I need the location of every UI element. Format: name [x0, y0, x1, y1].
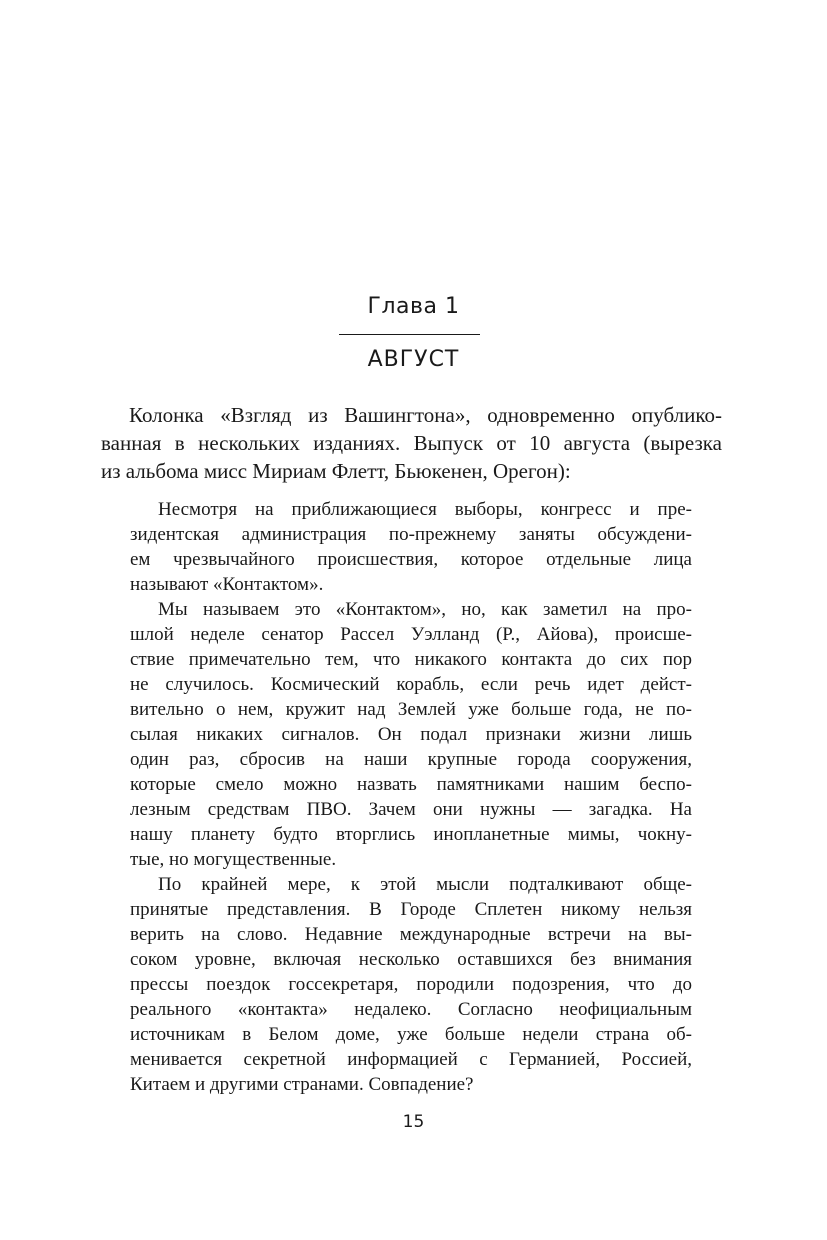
quote-line: прессы поездок госсекретаря, породили подозрения, что до [130, 974, 692, 995]
quoted-column [130, 497, 692, 1097]
quote-line: менивается секретной информацией с Германией, Россией, [130, 1049, 692, 1070]
quote-line: реального «контакта» недалеко. Согласно неофициальным [130, 999, 692, 1020]
page-number: 15 [402, 1112, 425, 1132]
quote-line: Мы называем это «Контактом», но, как заметил на про- [158, 599, 692, 620]
quote-line: называют «Контактом». [130, 574, 324, 595]
quote-line: зидентская администрация по-прежнему заняты обсуждени- [130, 524, 692, 545]
quote-line: нашу планету будто вторглись инопланетные мимы, чокну- [130, 824, 692, 845]
quote-line: сылая никаких сигналов. Он подал признаки жизни лишь [130, 724, 692, 745]
quote-line: лезным средствам ПВО. Зачем они нужны — загадка. На [130, 799, 692, 820]
quote-line: один раз, сбросив на наши крупные города сооружения, [130, 749, 692, 770]
intro-line: ванная в нескольких изданиях. Выпуск от 10 августа (вырезка [101, 431, 722, 455]
intro-line: из альбома мисс Мириам Флетт, Бьюкенен, Орегон): [101, 459, 571, 483]
chapter-title: АВГУСТ [367, 347, 460, 372]
quote-line: верить на слово. Недавние международные встречи на вы- [130, 924, 692, 945]
quote-line: соком уровне, включая несколько оставшихся без внимания [130, 949, 692, 970]
quote-line: ствие примечательно тем, что никакого контакта до сих пор [130, 649, 692, 670]
quote-line: принятые представления. В Городе Сплетен никому нельзя [130, 899, 692, 920]
quote-line: ем чрезвычайного происшествия, которое отдельные лица [130, 549, 692, 570]
quote-line: источникам в Белом доме, уже больше недели страна об- [130, 1024, 692, 1045]
quote-line: которые смело можно назвать памятниками нашим беспо- [130, 774, 692, 795]
quote-line: По крайней мере, к этой мысли подталкивают обще- [158, 874, 692, 895]
intro-paragraph [101, 401, 722, 485]
chapter-label: Глава 1 [367, 294, 460, 319]
intro-line: Колонка «Взгляд из Вашингтона», одновременно опублико- [129, 403, 722, 427]
quote-line: тые, но могущественные. [130, 849, 337, 870]
quote-line: не случилось. Космический корабль, если речь идет дейст- [130, 674, 692, 695]
quote-line: Китаем и другими странами. Совпадение? [130, 1074, 474, 1095]
quote-line: вительно о нем, кружит над Землей уже больше года, не по- [130, 699, 692, 720]
chapter-divider [339, 334, 480, 335]
quote-line: шлой неделе сенатор Рассел Уэлланд (Р., Айова), происше- [130, 624, 692, 645]
quote-line: Несмотря на приближающиеся выборы, конгресс и пре- [158, 499, 692, 520]
